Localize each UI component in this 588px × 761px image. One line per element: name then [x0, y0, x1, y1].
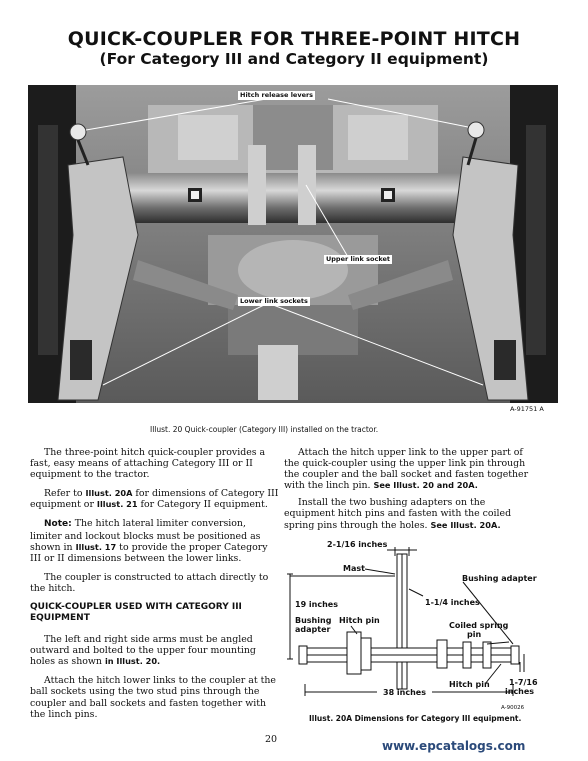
paragraph-refer: Refer to Illust. 20A for dimensions of Category III equipment or Illust. 21 for Category II equipment. — [30, 488, 279, 511]
label-hitch-pin-top: Hitch pin — [339, 616, 380, 625]
reference-illust-20-20a: See Illust. 20 and 20A. — [373, 480, 478, 491]
paragraph-upper-link: Attach the hitch upper link to the upper part of the quick-coupler using the upper link pin through the coupler and the ball socket and fasten together with the linch pin. See Illust. 20 and 20A. — [284, 447, 529, 492]
label-upper-link-socket: Upper link socket — [326, 255, 390, 263]
photo-caption: Illust. 20 Quick-coupler (Category III) installed on the tractor. — [150, 425, 379, 434]
reference-illust-20: in Illust. 20. — [104, 656, 161, 667]
label-dim-1-7-16-b: inches — [505, 687, 535, 696]
paragraph-intro: The three-point hitch quick-coupler provides a fast, easy means of attaching Category III or II equipment to the tractor. — [30, 447, 266, 481]
label-coiled-spring-1: Coiled spring — [449, 621, 509, 630]
quick-coupler-photo-image — [28, 85, 558, 403]
label-bushing-adapter-right: Bushing adapter — [462, 574, 537, 583]
label-hitch-release-levers: Hitch release levers — [240, 91, 314, 99]
photo-code: A-91751 A — [510, 405, 544, 413]
reference-illust-20a: Illust. 20A — [85, 488, 133, 499]
label-mast: Mast — [343, 564, 365, 573]
label-bushing-adapter-left-1: Bushing — [295, 616, 332, 625]
label-hitch-pin-bottom: Hitch pin — [449, 680, 490, 689]
note-label: Note: — [44, 519, 72, 530]
label-coiled-spring-2: pin — [467, 630, 482, 639]
right-column — [284, 447, 534, 539]
page-number: 20 — [265, 734, 278, 745]
diagram-caption: Illust. 20A Dimensions for Category III equipment. — [309, 714, 522, 723]
watermark-url[interactable]: www.epcatalogs.com — [382, 739, 526, 753]
paragraph-lower-links: Attach the hitch lower links to the coupler at the ball sockets using the two stud pins through the coupler and ball sockets and fasten together with the linch pins. — [30, 675, 276, 720]
paragraph-bushing: Install the two bushing adapters on the equipment hitch pins and fasten with the coiled spring pins through the holes. See Illust. 20A. — [284, 497, 512, 531]
label-bushing-adapter-left-2: adapter — [295, 625, 331, 634]
label-dim-38: 38 inches — [383, 688, 426, 697]
reference-illust-21: Illust. 21 — [96, 499, 138, 510]
paragraph-side-arms: The left and right side arms must be angled outward and bolted to the upper four mounting holes as shown in Illust. 20. — [30, 634, 256, 668]
paragraph-coupler: The coupler is constructed to attach directly to the hitch. — [30, 571, 269, 594]
page-subtitle: (For Category III and Category II equipment) — [99, 50, 489, 68]
label-dim-1-7-16-a: 1-7/16 — [509, 678, 538, 687]
section-heading: QUICK-COUPLER USED WITH CATEGORY III EQUIPMENT — [30, 602, 242, 624]
reference-illust-17: Illust. 17 — [75, 541, 117, 552]
paragraph-note: Note: The hitch lateral limiter conversion, limiter and lockout blocks must be positioned as shown in Illust. 17 to provide the proper Category III or II dimensions between the lower links. — [30, 518, 268, 564]
diagram-code: A-90026 — [501, 705, 525, 711]
label-dim-2-1-16: 2-1/16 inches — [327, 540, 388, 549]
label-dim-1-1-4: 1-1/4 inches — [425, 598, 480, 607]
left-column — [30, 447, 280, 728]
hitch-photo — [28, 85, 558, 413]
label-dim-19: 19 inches — [295, 600, 338, 609]
label-lower-link-sockets: Lower link sockets — [240, 297, 308, 305]
reference-illust-20a-b: See Illust. 20A. — [430, 519, 501, 530]
page-title: QUICK-COUPLER FOR THREE-POINT HITCH — [67, 28, 521, 50]
dimension-diagram — [287, 534, 537, 724]
